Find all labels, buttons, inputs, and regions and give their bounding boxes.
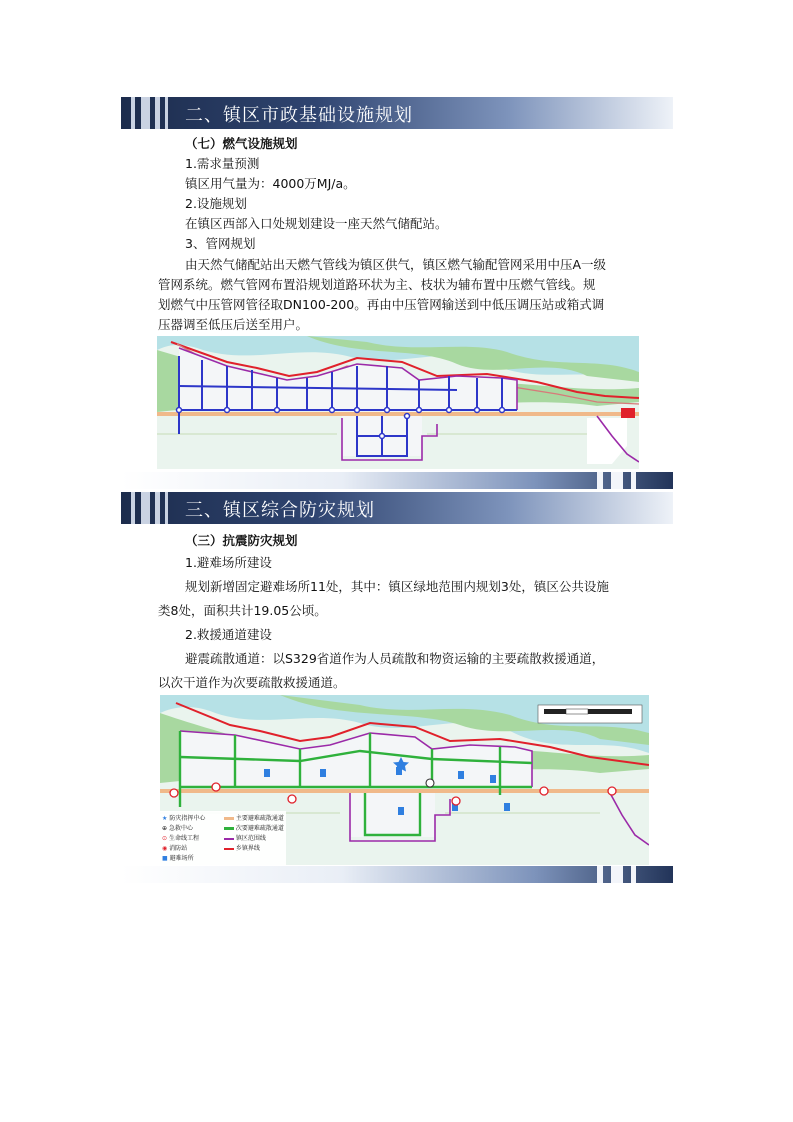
fire-icon: ◉ (162, 845, 168, 852)
paragraph-line: 类8处，面积共计19.05公顷。 (158, 603, 327, 618)
map-legend (162, 813, 286, 865)
item-rescue-route: 2.救援通道建设 (185, 627, 272, 642)
legend-item: 镇区范围线 (224, 833, 286, 843)
legend-item: 乡镇界线 (224, 843, 286, 853)
legend-item: 主要避难疏散通道 (224, 813, 286, 823)
item-demand: 1.需求量预测 (185, 156, 260, 171)
section-banner-disaster (121, 492, 673, 524)
paragraph-line: 以次干道作为次要疏散救援通道。 (158, 675, 346, 690)
legend-item: ⊙ 生命线工程 (162, 835, 199, 842)
purple-line-icon (224, 838, 234, 840)
square-icon: ■ (162, 855, 168, 862)
subheading-earthquake: （三）抗震防灾规划 (185, 533, 298, 548)
paragraph-demand: 镇区用气量为：4000万MJ/a。 (185, 176, 356, 191)
orange-line-icon (224, 817, 234, 820)
red-dash-icon (224, 848, 234, 850)
star-icon: ★ (162, 815, 168, 822)
plus-icon: ⊕ (162, 825, 168, 832)
item-shelter: 1.避难场所建设 (185, 555, 272, 570)
banner-stripes (121, 97, 181, 129)
legend-lines (224, 813, 286, 853)
item-facility: 2.设施规划 (185, 196, 247, 211)
legend-item: ◉ 消防站 (162, 845, 188, 852)
section-banner-municipal (121, 97, 673, 129)
legend-symbols (162, 813, 222, 863)
green-line-icon (224, 827, 234, 830)
section-title: 三、镇区综合防灾规划 (185, 500, 375, 521)
section-footer-bar (121, 472, 673, 489)
paragraph-line: 划燃气中压管网管径取DN100-200。再由中压管网输送到中低压调压站或箱式调 (158, 297, 605, 312)
section-title: 二、镇区市政基础设施规划 (185, 105, 413, 126)
legend-item: ★ 防灾指挥中心 (162, 815, 206, 822)
legend-item: ⊕ 急救中心 (162, 825, 193, 832)
circle-icon: ⊙ (162, 835, 168, 842)
banner-stripes (121, 492, 181, 524)
legend-item: 次要避难疏散通道 (224, 823, 286, 833)
paragraph-line: 避震疏散通道：以S329省道作为人员疏散和物资运输的主要疏散救援通道， (185, 651, 605, 666)
legend-item: ■ 避难场所 (162, 855, 194, 862)
section-footer-bar (121, 866, 673, 883)
paragraph-line: 规划新增固定避难场所11处，其中：镇区绿地范围内规划3处，镇区公共设施 (185, 579, 609, 594)
paragraph-facility: 在镇区西部入口处规划建设一座天然气储配站。 (185, 216, 448, 231)
paragraph-line: 管网系统。燃气管网布置沿规划道路环状为主、枝状为辅布置中压燃气管线。规 (158, 277, 596, 292)
paragraph-line: 由天然气储配站出天燃气管线为镇区供气，镇区燃气输配管网采用中压A一级 (185, 257, 607, 272)
subheading-gas: （七）燃气设施规划 (185, 136, 298, 151)
paragraph-line: 压器调至低压后送至用户。 (158, 317, 309, 332)
gas-network-map (157, 336, 639, 469)
item-pipe-network: 3、管网规划 (185, 236, 256, 251)
